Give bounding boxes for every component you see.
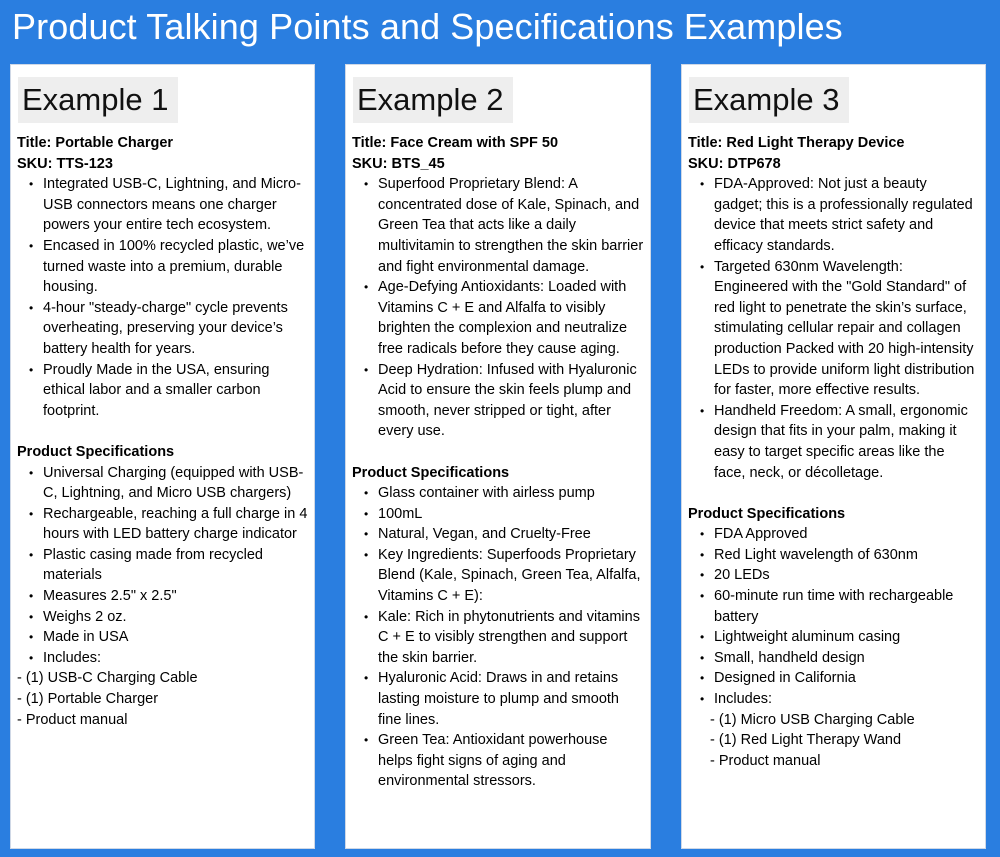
card-heading: Example 3 (689, 77, 849, 123)
page-title: Product Talking Points and Specifications Examples (12, 6, 843, 47)
talking-point: • Superfood Proprietary Blend: A concentrated dose of Kale, Spinach, and Green Tea that acts like a daily multivitamin to strengthen the skin barrier and fight environmental damage. (352, 174, 644, 277)
spec-item: • Red Light wavelength of 630nm (688, 545, 979, 566)
sku-label: SKU: (17, 155, 53, 172)
sku-value: BTS_45 (391, 155, 445, 172)
include-item: - (1) USB-C Charging Cable (17, 670, 198, 687)
card-body (682, 123, 985, 771)
product-title-line (17, 133, 308, 154)
card-heading: Example 1 (18, 77, 178, 123)
spec-item: • Glass container with airless pump (352, 483, 644, 504)
include-item: - (1) Portable Charger (17, 691, 159, 708)
talking-point: • Age-Defying Antioxidants: Loaded with Vitamins C + E and Alfalfa to visibly brighten the complexion and neutralize free radicals before they cause aging. (352, 277, 644, 359)
spec-item: • Includes: (17, 648, 308, 669)
spec-item: • Lightweight aluminum casing (688, 627, 979, 648)
specs-list (17, 463, 308, 669)
talking-point: • Proudly Made in the USA, ensuring ethical labor and a smaller carbon footprint. (17, 360, 308, 422)
sku-line (17, 154, 308, 175)
spec-item: • Made in USA (17, 627, 308, 648)
spec-item: • 100mL (352, 504, 644, 525)
product-title-line (688, 133, 979, 154)
sku-label: SKU: (352, 155, 388, 172)
sku-value: TTS-123 (56, 155, 113, 172)
spec-item: • 60-minute run time with rechargeable battery (688, 586, 979, 627)
title-value: Red Light Therapy Device (726, 135, 905, 151)
title-label: Title: (352, 135, 387, 151)
card-body (11, 123, 314, 730)
spec-item: • Measures 2.5" x 2.5" (17, 586, 308, 607)
product-title-line (352, 133, 644, 154)
specs-list (352, 483, 644, 792)
example-card-2 (345, 64, 651, 849)
spec-item: • Plastic casing made from recycled materials (17, 545, 308, 586)
include-item: - (1) Micro USB Charging Cable (710, 711, 915, 728)
include-item: - (1) Red Light Therapy Wand (710, 732, 902, 749)
talking-points-list (352, 174, 644, 442)
talking-point: • Handheld Freedom: A small, ergonomic design that fits in your palm, making it easy to target specific areas like the face, neck, or décolletage. (688, 401, 979, 483)
talking-point: • Deep Hydration: Infused with Hyaluronic Acid to ensure the skin feels plump and smooth, never stripped or tight, after every use. (352, 360, 644, 442)
talking-points-list (17, 174, 308, 421)
talking-point: • FDA-Approved: Not just a beauty gadget; this is a professionally regulated device that meets strict safety and efficacy standards. (688, 174, 979, 256)
spec-item: • 20 LEDs (688, 565, 979, 586)
spec-item: • Key Ingredients: Superfoods Proprietary Blend (Kale, Spinach, Green Tea, Alfalfa, Vitamins C + E): (352, 545, 644, 607)
spec-item: • Includes: (688, 689, 979, 710)
include-item: - Product manual (17, 711, 128, 728)
title-label: Title: (688, 135, 723, 151)
example-card-3 (681, 64, 986, 849)
title-value: Portable Charger (55, 135, 174, 151)
specs-heading: Product Specifications (688, 505, 846, 522)
spec-item: • Universal Charging (equipped with USB-C, Lightning, and Micro USB chargers) (17, 463, 308, 504)
talking-point: • Integrated USB-C, Lightning, and Micro-USB connectors means one charger powers your entire tech ecosystem. (17, 174, 308, 236)
specs-list (688, 524, 979, 709)
talking-point: • 4-hour "steady-charge" cycle prevents overheating, preserving your device’s battery health for years. (17, 298, 308, 360)
spec-item: • Kale: Rich in phytonutrients and vitamins C + E to visibly strengthen and support the skin barrier. (352, 607, 644, 669)
spec-item: • Green Tea: Antioxidant powerhouse helps fight signs of aging and environmental stressors. (352, 730, 644, 792)
talking-points-list (688, 174, 979, 483)
talking-point: • Targeted 630nm Wavelength: Engineered with the "Gold Standard" of red light to penetrate the skin’s surface, stimulating cellular repair and collagen production Packed with 20 high-intensity LEDs to provide uniform light distribution for faster, more effective results. (688, 257, 979, 401)
card-heading: Example 2 (353, 77, 513, 123)
spec-item: • Natural, Vegan, and Cruelty-Free (352, 524, 644, 545)
sku-label: SKU: (688, 155, 724, 172)
spec-item: • Small, handheld design (688, 648, 979, 669)
include-item: - Product manual (710, 752, 821, 769)
spec-item: • Weighs 2 oz. (17, 607, 308, 628)
specs-heading: Product Specifications (17, 443, 175, 460)
spec-item: • FDA Approved (688, 524, 979, 545)
spec-item: • Hyaluronic Acid: Draws in and retains lasting moisture to plump and smooth fine lines. (352, 668, 644, 730)
title-label: Title: (17, 135, 52, 151)
card-body (346, 123, 650, 792)
spec-item: • Designed in California (688, 668, 979, 689)
sku-line (688, 154, 979, 175)
title-value: Face Cream with SPF 50 (390, 135, 559, 151)
sku-value: DTP678 (727, 155, 781, 172)
spec-item: • Rechargeable, reaching a full charge in 4 hours with LED battery charge indicator (17, 504, 308, 545)
sku-line (352, 154, 644, 175)
talking-point: • Encased in 100% recycled plastic, we’ve turned waste into a premium, durable housing. (17, 236, 308, 298)
specs-heading: Product Specifications (352, 464, 510, 481)
example-card-1 (10, 64, 315, 849)
